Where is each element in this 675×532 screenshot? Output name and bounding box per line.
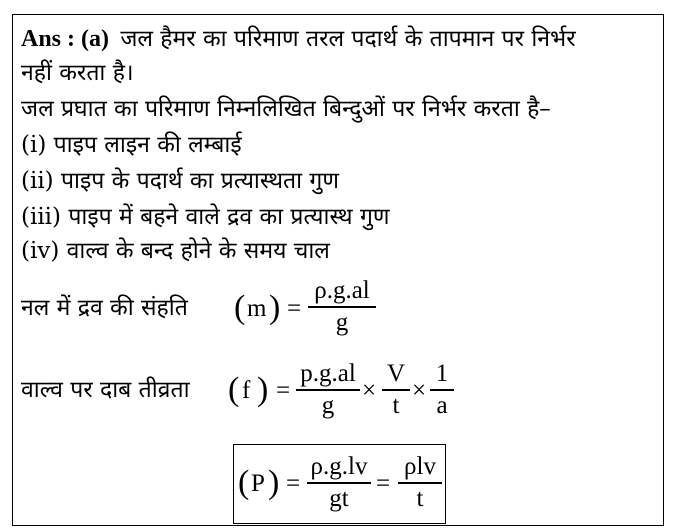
pressure-frac2-numerator: V xyxy=(386,360,406,387)
pressure-symbol: f xyxy=(242,377,251,404)
answer-text-1: जल हैमर का परिमाण तरल पदार्थ के तापमान पर निर्भर xyxy=(120,26,576,52)
answer-line-1 xyxy=(21,24,576,54)
pressure-label: वाल्व पर दाब तीव्रता xyxy=(21,377,190,403)
pressure-frac2-denominator: t xyxy=(392,391,400,419)
final-equals-1: = xyxy=(286,470,301,497)
pressure-paren-close: ) xyxy=(257,371,269,408)
mass-fraction xyxy=(308,276,376,338)
pressure-fraction-3 xyxy=(430,359,454,421)
answer-line-3: जल प्रघात का परिमाण निम्नलिखित बिन्दुओं पर निर्भर करता है– xyxy=(21,96,551,122)
pressure-equals: = xyxy=(276,377,291,404)
final-paren-close: ) xyxy=(268,464,280,501)
point-1: (i) पाइप लाइन की लम्बाई xyxy=(21,132,242,158)
final-symbol: P xyxy=(251,470,265,497)
final-fraction-2 xyxy=(398,452,442,514)
pressure-frac1-denominator: g xyxy=(321,391,335,419)
mass-paren-close: ) xyxy=(269,289,281,326)
pressure-frac3-numerator: 1 xyxy=(435,360,449,387)
pressure-fraction-2 xyxy=(382,359,410,421)
final-frac1-numerator: ρ.g.lv xyxy=(310,453,368,480)
pressure-frac3-denominator: a xyxy=(436,391,448,419)
mass-denominator: g xyxy=(335,308,349,336)
point-4: (iv) वाल्व के बन्द होने के समय चाल xyxy=(21,238,330,264)
pressure-fraction-1 xyxy=(296,359,360,421)
final-fraction-1 xyxy=(307,452,371,514)
mass-numerator: ρ.g.al xyxy=(314,277,370,304)
answer-label: Ans : (a) xyxy=(21,26,109,52)
point-2: (ii) पाइप के पदार्थ का प्रत्यास्थता गुण xyxy=(21,168,340,194)
final-frac1-denominator: gt xyxy=(329,484,349,512)
final-frac2-numerator: ρlv xyxy=(404,453,436,480)
pressure-frac1-numerator: p.g.al xyxy=(300,360,356,387)
point-3: (iii) पाइप में बहने वाले द्रव का प्रत्यास्थ गुण xyxy=(21,204,390,230)
mass-label: नल में द्रव की संहति xyxy=(21,295,188,321)
mass-symbol: m xyxy=(247,295,267,322)
final-paren-open: ( xyxy=(238,464,250,501)
pressure-times-1: × xyxy=(362,377,377,404)
pressure-times-2: × xyxy=(412,377,427,404)
pressure-paren-open: ( xyxy=(228,371,240,408)
mass-paren-open: ( xyxy=(234,289,246,326)
final-frac2-denominator: t xyxy=(416,484,424,512)
mass-equals: = xyxy=(287,295,302,322)
answer-line-2: नहीं करता है। xyxy=(21,60,134,86)
final-equals-2: = xyxy=(376,470,391,497)
